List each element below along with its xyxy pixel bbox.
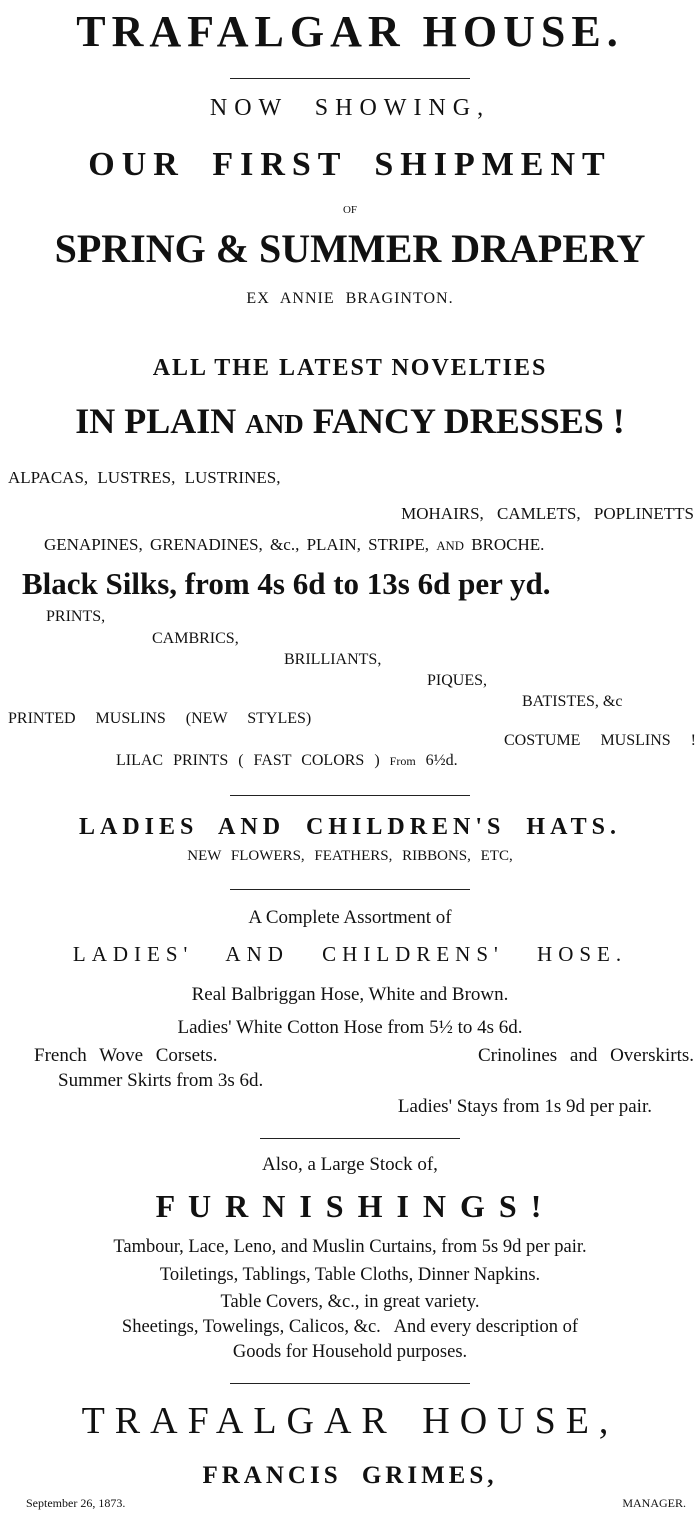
summer-skirts: Summer Skirts from 3s 6d. <box>58 1070 264 1091</box>
piques-item: PIQUES, <box>427 672 488 689</box>
furnishings-line-2: Toiletings, Tablings, Table Cloths, Dinner Napkins. <box>159 1265 541 1285</box>
white-cotton-hose: Ladies' White Cotton Hose from 5½ to 4s 6d. <box>177 1017 523 1038</box>
footer-role: MANAGER. <box>622 1496 686 1510</box>
cambrics-item: CAMBRICS, <box>152 630 239 647</box>
of-label: OF <box>342 204 358 216</box>
fancy-text: FANCY DRESSES ! <box>312 401 625 441</box>
footer-title: TRAFALGAR HOUSE, <box>81 1400 619 1442</box>
prints-item: PRINTS, <box>46 608 106 625</box>
brilliants-item: BRILLIANTS, <box>284 651 382 668</box>
lilac-prints <box>116 753 458 769</box>
furnishings-title: F U R N I S H I N G S ! <box>155 1188 545 1224</box>
black-silks: Black Silks, from 4s 6d to 13s 6d per yd. <box>22 566 551 601</box>
latest-novelties: ALL THE LATEST NOVELTIES <box>152 355 548 381</box>
balbriggan-hose: Real Balbriggan Hose, White and Brown. <box>191 984 509 1005</box>
mohairs-line: MOHAIRS, CAMLETS, POPLINETTS <box>401 504 694 523</box>
hose-title: LADIES' AND CHILDRENS' HOSE. <box>72 942 628 966</box>
genapines-text: GENAPINES, GRENADINES, &c., PLAIN, STRIPE, <box>44 535 430 554</box>
hats-items: NEW FLOWERS, FEATHERS, RIBBONS, ETC, <box>187 848 513 864</box>
plain-text: IN PLAIN <box>75 401 237 441</box>
divider <box>230 1383 470 1384</box>
divider <box>260 1138 460 1139</box>
crinolines: Crinolines and Overskirts. <box>477 1045 694 1066</box>
header-title: TRAFALGAR HOUSE. <box>76 7 624 56</box>
french-wove-corsets: French Wove Corsets. <box>34 1045 218 1066</box>
printed-muslins: PRINTED MUSLINS (NEW STYLES) <box>8 710 312 727</box>
furnishings-line-4: Sheetings, Towelings, Calicos, &c. And every description of <box>121 1317 579 1337</box>
hose-intro: A Complete Assortment of <box>248 907 452 928</box>
first-shipment: OUR FIRST SHIPMENT <box>88 146 612 183</box>
batistes-item: BATISTES, &c <box>522 693 623 710</box>
furnishings-intro: Also, a Large Stock of, <box>262 1154 438 1175</box>
genapines-line <box>44 536 544 553</box>
lilac-text: LILAC PRINTS ( FAST COLORS ) <box>116 752 380 769</box>
plain-fancy-dresses <box>0 403 700 439</box>
now-showing: NOW SHOWING, <box>209 95 491 121</box>
and-text: AND <box>245 409 304 439</box>
from-text: From <box>389 754 416 768</box>
divider <box>230 889 470 890</box>
divider <box>230 795 470 796</box>
divider <box>230 78 470 79</box>
lilac-price: 6½d. <box>425 752 458 769</box>
and-small: AND <box>436 539 464 553</box>
ladies-stays: Ladies' Stays from 1s 9d per pair. <box>397 1096 652 1117</box>
ex-ship: EX ANNIE BRAGINTON. <box>246 290 454 307</box>
spring-summer-drapery: SPRING & SUMMER DRAPERY <box>54 226 646 271</box>
costume-muslins: COSTUME MUSLINS ! <box>503 732 696 749</box>
broche-text: BROCHE. <box>471 535 545 554</box>
furnishings-line-1: Tambour, Lace, Leno, and Muslin Curtains, from 5s 9d per pair. <box>113 1237 587 1257</box>
alpacas-line: ALPACAS, LUSTRES, LUSTRINES, <box>8 468 281 487</box>
furnishings-line-3: Table Covers, &c., in great variety. <box>220 1292 480 1312</box>
footer-date: September 26, 1873. <box>26 1496 126 1510</box>
proprietor-name: FRANCIS GRIMES, <box>202 1462 498 1489</box>
furnishings-line-5: Goods for Household purposes. <box>232 1342 468 1362</box>
hats-title: LADIES AND CHILDREN'S HATS. <box>79 814 621 840</box>
